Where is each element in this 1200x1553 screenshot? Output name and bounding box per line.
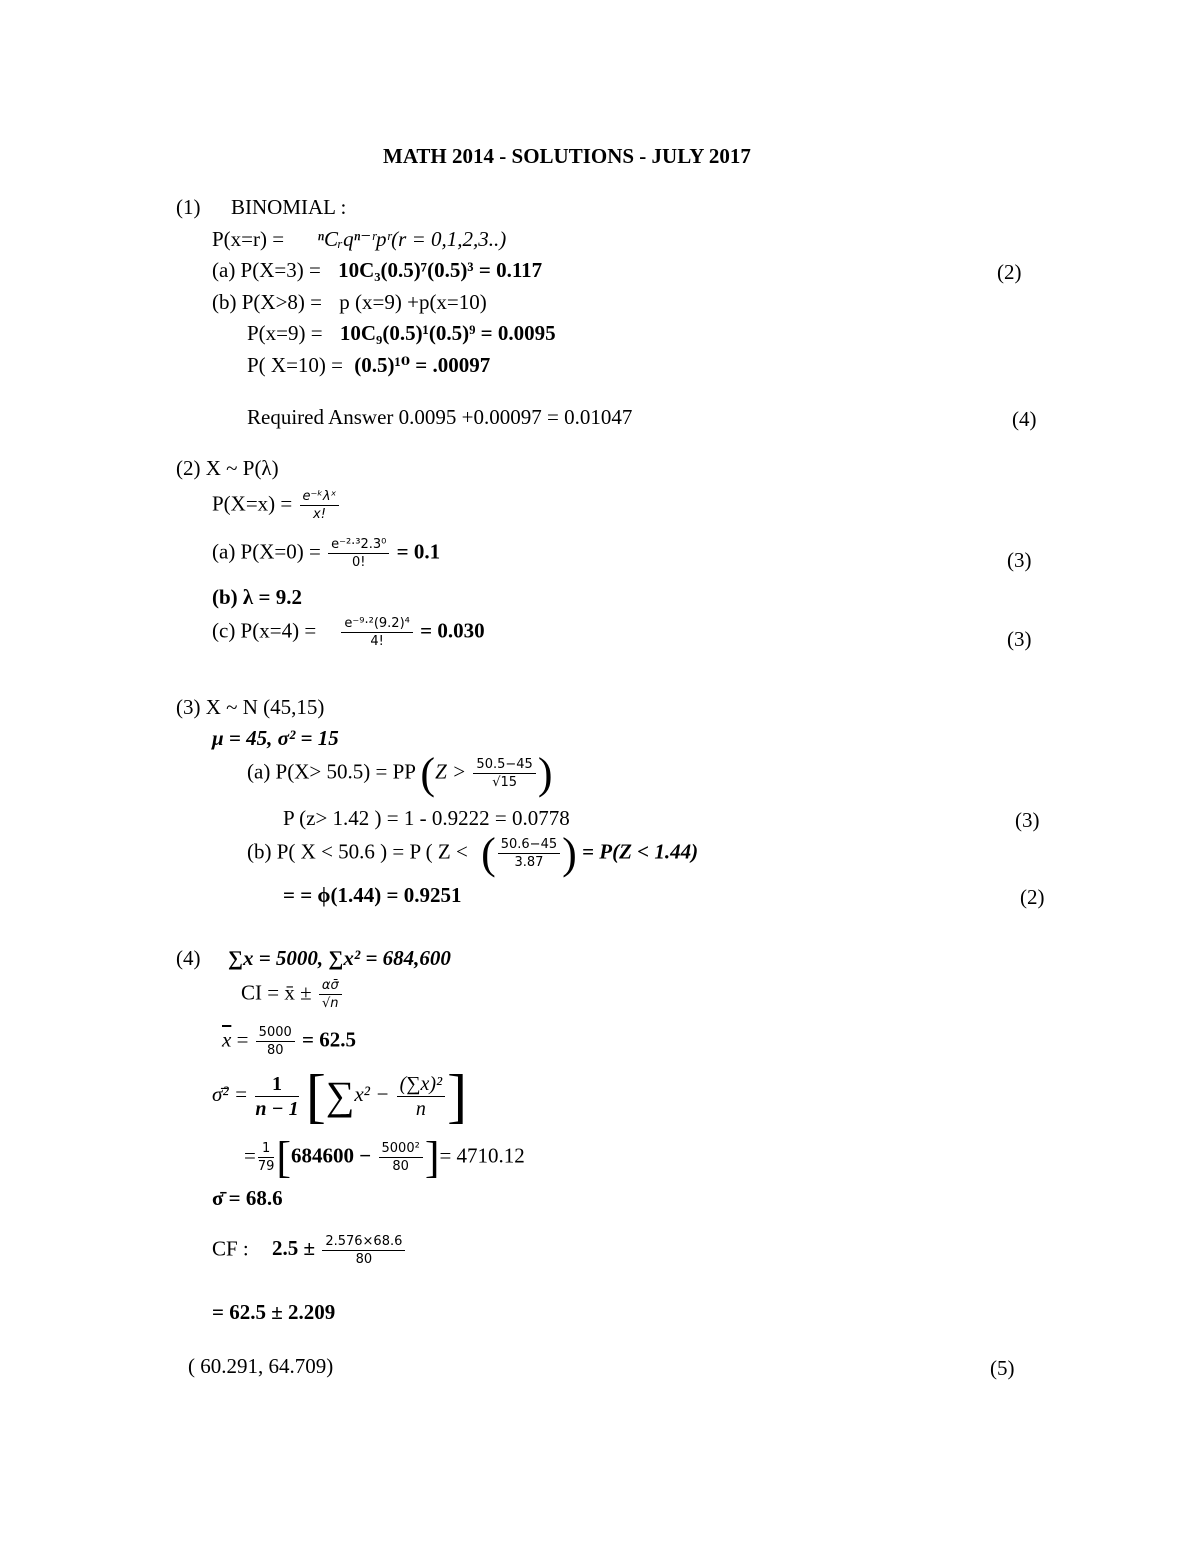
q4-var-den: n − 1: [255, 1097, 299, 1120]
q2c-num: e⁻⁹·²(9.2)⁴: [341, 617, 412, 633]
q4-calc: [244, 1133, 525, 1182]
q4-var-num2: (∑x)²: [397, 1074, 445, 1097]
q4-cf-lhs: CF :: [212, 1236, 249, 1261]
q4-sd: σ̄ = 68.6: [212, 1186, 283, 1210]
q3a: [247, 749, 553, 798]
q4-ci-fraction: [319, 979, 342, 1010]
q4-calc-open-bracket: [: [276, 1133, 292, 1182]
q4-var-fraction: [255, 1074, 298, 1119]
q2-pmf-num: e⁻ᵏλˣ: [300, 490, 340, 506]
q4-calc-close-bracket: ]: [424, 1133, 440, 1182]
q1a: [212, 260, 542, 281]
q2c: [212, 617, 485, 648]
q1b1-lhs: P(x=9) =: [247, 321, 323, 345]
q2a-num: e⁻²·³2.3⁰: [328, 538, 389, 554]
q3a-num: 50.5−45: [473, 758, 535, 774]
q3a2: P (z> 1.42 ) = 1 - 0.9222 = 0.0778: [283, 806, 570, 830]
q4-calc-rhs: = 4710.12: [439, 1143, 525, 1168]
q2a-rhs: = 0.1: [396, 539, 441, 564]
q4-cf2: = 62.5 ± 2.209: [212, 1300, 336, 1324]
q1a-mark: (2): [997, 260, 1022, 284]
q1b2-rhs: (0.5)¹⁰ = .00097: [354, 353, 491, 377]
q1b2-lhs: P( X=10) =: [247, 353, 344, 377]
q4-variance: [212, 1063, 468, 1129]
q3a-close-paren: ): [537, 749, 553, 798]
q3a-open-paren: (: [420, 749, 436, 798]
q1b2: [247, 355, 490, 376]
q4-calc-num2: 5000²: [379, 1142, 423, 1158]
q3-params: μ = 45, σ² = 15: [212, 726, 339, 750]
q3b-den: 3.87: [514, 855, 544, 871]
q3-heading: (3) X ~ N (45,15): [176, 695, 325, 719]
q2-pmf-fraction: [300, 490, 340, 521]
q4-var-num: 1: [255, 1074, 298, 1097]
q2c-den: 4!: [370, 634, 384, 649]
q4-xbar-rhs: = 62.5: [302, 1027, 356, 1052]
q4-xbar: $\overline{x}$ = $\frac{5000}{80}$ = 62.5: [222, 1025, 356, 1058]
q4-calc-fraction: [258, 1142, 275, 1173]
q4-calc-den: 79: [257, 1159, 275, 1175]
q4-xbar-den: 80: [266, 1043, 284, 1058]
q1b: [212, 292, 487, 313]
q4-number: (4): [176, 946, 201, 970]
q2a-den: 0!: [351, 555, 366, 570]
q1b-rhs: p (x=9) +p(x=10): [339, 290, 487, 314]
q1a-rhs: 10C₃(0.5)⁷(0.5)³ = 0.117: [338, 258, 543, 282]
q3b2: = = ϕ(1.44) = 0.9251: [283, 883, 462, 907]
q4-calc-fraction2: [379, 1142, 423, 1173]
q4-sigma-icon: ∑: [325, 1073, 355, 1118]
q4-ci-lhs: CI = x̄ ±: [241, 980, 312, 1005]
q1-formula-rhs: ⁿCᵣqⁿ⁻ʳpʳ(r = 0,1,2,3..): [317, 227, 507, 251]
q2a-fraction: [328, 538, 389, 569]
q2c-fraction: [341, 617, 412, 648]
q2c-mark: (3): [1007, 627, 1032, 651]
q1b-lhs: (b) P(X>8) =: [212, 290, 323, 314]
q2c-rhs: = 0.030: [420, 618, 485, 643]
q2-pmf-den: x!: [313, 507, 326, 522]
q1-number: (1): [176, 195, 201, 219]
q3a-fraction: [473, 758, 535, 789]
q4-xbar-num: 5000: [256, 1026, 295, 1042]
q4-var-open-bracket: [: [305, 1063, 326, 1129]
q4-ci: [241, 979, 344, 1010]
q2a-mark: (3): [1007, 548, 1032, 572]
q4-var-lhs: σ̄² =: [212, 1081, 249, 1106]
q4-mark: (5): [990, 1356, 1015, 1380]
q4-var-fraction2: [397, 1074, 445, 1119]
q3b-fraction: [498, 838, 560, 869]
q1b1: [247, 323, 556, 344]
q4-cf-fraction: [322, 1235, 405, 1266]
q4-calc-eq: =: [244, 1143, 256, 1168]
q1-formula: [212, 229, 506, 250]
q3b-rhs: = P(Z < 1.44): [582, 839, 699, 864]
q4-calc-num: 1: [258, 1142, 275, 1158]
q3b: [247, 829, 699, 878]
q1-heading: BINOMIAL :: [231, 195, 347, 219]
q4-calc-mid: 684600 −: [291, 1143, 372, 1168]
q1-answer-mark: (4): [1012, 407, 1037, 431]
q3a-den: √15: [492, 775, 518, 791]
q1a-lhs: (a) P(X=3) =: [212, 258, 321, 282]
page-title: MATH 2014 - SOLUTIONS - JULY 2017: [383, 144, 751, 168]
q2-pmf-lhs: P(X=x) =: [212, 491, 293, 516]
q1-formula-lhs: P(x=r) =: [212, 227, 285, 251]
q4-interval: ( 60.291, 64.709): [188, 1354, 334, 1378]
q4-xbar-symbol: $\overline{x}$: [222, 1027, 232, 1052]
q4-ci-num: ασ̄: [319, 979, 342, 995]
q4-cf-val: 2.5 ±: [272, 1236, 316, 1261]
q3b-close-paren: ): [562, 829, 577, 878]
q3b-mark: (2): [1020, 885, 1045, 909]
q2-heading: (2) X ~ P(λ): [176, 456, 279, 480]
q4-var-close-bracket: ]: [447, 1063, 468, 1129]
q3a-mark: (3): [1015, 808, 1040, 832]
q4-cf-num: 2.576×68.6: [322, 1235, 405, 1251]
q1-answer: Required Answer 0.0095 +0.00097 = 0.01047: [247, 405, 633, 429]
q2a-lhs: (a) P(X=0) =: [212, 539, 321, 564]
q4-cf: [212, 1235, 407, 1266]
q2-pmf: [212, 490, 341, 521]
q4-ci-den: √n: [322, 996, 339, 1011]
q3b-lhs: (b) P( X < 50.6 ) = P ( Z <: [247, 839, 468, 864]
q3b-num: 50.6−45: [498, 838, 560, 854]
q1b1-rhs: 10C₉(0.5)¹(0.5)⁹ = 0.0095: [339, 321, 556, 345]
q2b: (b) λ = 9.2: [212, 585, 302, 609]
q3a-lhs: (a) P(X> 50.5) = PP: [247, 759, 416, 784]
q4-calc-den2: 80: [392, 1159, 409, 1175]
q3b-open-paren: (: [481, 829, 496, 878]
q4-sums: ∑x = 5000, ∑x² = 684,600: [228, 946, 451, 970]
q4-xbar-fraction: [256, 1026, 295, 1057]
q4-var-term1: x² −: [354, 1081, 390, 1106]
q4-cf-den: 80: [355, 1252, 373, 1267]
q3a-z: Z >: [435, 759, 467, 784]
q4-var-den2: n: [415, 1097, 426, 1120]
q2c-lhs: (c) P(x=4) =: [212, 618, 317, 643]
q2a: [212, 538, 440, 569]
